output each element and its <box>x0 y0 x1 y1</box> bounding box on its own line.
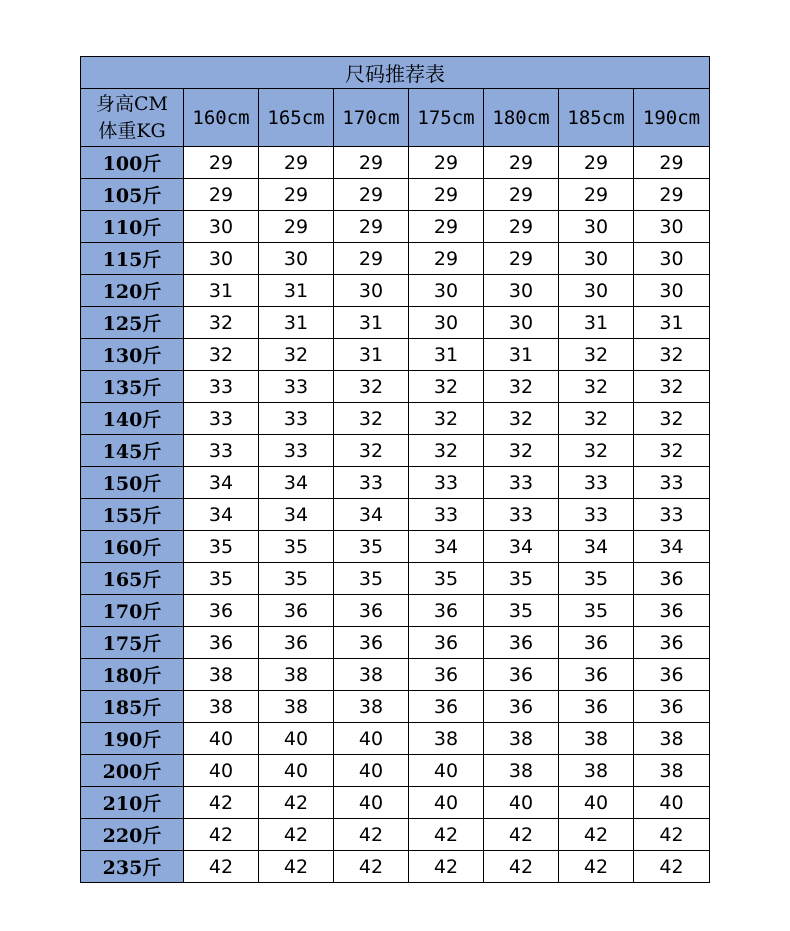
corner-header <box>81 89 184 147</box>
size-value-cell: 31 <box>559 307 634 339</box>
table-row <box>81 563 710 595</box>
table-row <box>81 595 710 627</box>
size-value-cell: 34 <box>184 499 259 531</box>
size-value-cell: 29 <box>334 243 409 275</box>
size-value-cell: 35 <box>184 531 259 563</box>
size-value-cell: 38 <box>334 659 409 691</box>
size-value-cell: 31 <box>259 307 334 339</box>
size-value-cell: 35 <box>559 563 634 595</box>
size-value-cell: 42 <box>259 787 334 819</box>
table-row <box>81 723 710 755</box>
size-value-cell: 40 <box>334 723 409 755</box>
size-value-cell: 38 <box>484 755 559 787</box>
table-row <box>81 691 710 723</box>
size-value-cell: 35 <box>559 595 634 627</box>
weight-label-cell: 130斤 <box>81 339 184 371</box>
size-value-cell: 32 <box>484 403 559 435</box>
size-value-cell: 29 <box>409 179 484 211</box>
size-value-cell: 36 <box>484 627 559 659</box>
size-value-cell: 33 <box>634 467 710 499</box>
size-value-cell: 42 <box>259 819 334 851</box>
size-value-cell: 38 <box>634 755 710 787</box>
table-row <box>81 851 710 883</box>
weight-label-cell: 180斤 <box>81 659 184 691</box>
weight-label-cell: 155斤 <box>81 499 184 531</box>
size-value-cell: 34 <box>184 467 259 499</box>
size-value-cell: 34 <box>259 467 334 499</box>
size-value-cell: 31 <box>334 307 409 339</box>
size-value-cell: 35 <box>184 563 259 595</box>
size-value-cell: 32 <box>559 435 634 467</box>
table-row <box>81 211 710 243</box>
corner-height-label: 身高CM <box>96 92 168 115</box>
weight-label-cell: 150斤 <box>81 467 184 499</box>
size-value-cell: 34 <box>559 531 634 563</box>
size-value-cell: 42 <box>484 819 559 851</box>
size-value-cell: 33 <box>409 499 484 531</box>
size-value-cell: 42 <box>184 851 259 883</box>
size-value-cell: 30 <box>484 307 559 339</box>
size-value-cell: 42 <box>484 851 559 883</box>
title-row <box>81 57 710 89</box>
weight-label-cell: 185斤 <box>81 691 184 723</box>
weight-label-cell: 140斤 <box>81 403 184 435</box>
size-value-cell: 35 <box>484 563 559 595</box>
size-value-cell: 30 <box>184 243 259 275</box>
size-value-cell: 38 <box>409 723 484 755</box>
size-value-cell: 33 <box>559 499 634 531</box>
size-value-cell: 30 <box>634 275 710 307</box>
weight-label-cell: 145斤 <box>81 435 184 467</box>
size-value-cell: 35 <box>259 563 334 595</box>
size-value-cell: 31 <box>484 339 559 371</box>
table-row <box>81 403 710 435</box>
size-value-cell: 36 <box>409 595 484 627</box>
size-value-cell: 42 <box>559 851 634 883</box>
size-value-cell: 40 <box>409 787 484 819</box>
table-row <box>81 371 710 403</box>
size-value-cell: 34 <box>334 499 409 531</box>
size-value-cell: 42 <box>634 819 710 851</box>
weight-label-cell: 110斤 <box>81 211 184 243</box>
size-value-cell: 42 <box>634 851 710 883</box>
size-value-cell: 36 <box>334 595 409 627</box>
size-value-cell: 36 <box>634 595 710 627</box>
table-row <box>81 467 710 499</box>
size-value-cell: 29 <box>484 179 559 211</box>
size-value-cell: 33 <box>634 499 710 531</box>
size-value-cell: 29 <box>484 211 559 243</box>
size-table-body <box>81 147 710 883</box>
table-row <box>81 147 710 179</box>
size-value-cell: 29 <box>634 147 710 179</box>
table-row <box>81 659 710 691</box>
size-value-cell: 40 <box>559 787 634 819</box>
size-value-cell: 30 <box>559 243 634 275</box>
size-value-cell: 38 <box>334 691 409 723</box>
size-value-cell: 40 <box>409 755 484 787</box>
size-value-cell: 29 <box>259 147 334 179</box>
weight-label-cell: 120斤 <box>81 275 184 307</box>
size-value-cell: 40 <box>259 723 334 755</box>
weight-label-cell: 165斤 <box>81 563 184 595</box>
size-value-cell: 36 <box>409 659 484 691</box>
size-value-cell: 40 <box>334 787 409 819</box>
size-value-cell: 30 <box>559 211 634 243</box>
size-value-cell: 40 <box>259 755 334 787</box>
size-value-cell: 29 <box>559 147 634 179</box>
size-value-cell: 36 <box>634 659 710 691</box>
size-value-cell: 36 <box>634 627 710 659</box>
size-value-cell: 29 <box>259 211 334 243</box>
size-value-cell: 29 <box>184 179 259 211</box>
size-value-cell: 31 <box>184 275 259 307</box>
table-row <box>81 179 710 211</box>
size-value-cell: 33 <box>334 467 409 499</box>
size-value-cell: 29 <box>409 243 484 275</box>
size-value-cell: 38 <box>484 723 559 755</box>
size-value-cell: 33 <box>484 467 559 499</box>
height-column-header: 165cm <box>259 89 334 147</box>
size-value-cell: 42 <box>184 819 259 851</box>
height-column-header: 185cm <box>559 89 634 147</box>
size-value-cell: 30 <box>409 275 484 307</box>
size-value-cell: 33 <box>484 499 559 531</box>
size-value-cell: 42 <box>334 819 409 851</box>
weight-label-cell: 190斤 <box>81 723 184 755</box>
height-column-header: 170cm <box>334 89 409 147</box>
size-value-cell: 29 <box>634 179 710 211</box>
size-value-cell: 42 <box>409 851 484 883</box>
weight-label-cell: 200斤 <box>81 755 184 787</box>
size-value-cell: 38 <box>259 659 334 691</box>
weight-label-cell: 125斤 <box>81 307 184 339</box>
table-row <box>81 627 710 659</box>
height-column-header: 160cm <box>184 89 259 147</box>
size-value-cell: 31 <box>634 307 710 339</box>
size-value-cell: 32 <box>634 339 710 371</box>
size-value-cell: 40 <box>484 787 559 819</box>
size-value-cell: 36 <box>259 627 334 659</box>
size-value-cell: 31 <box>259 275 334 307</box>
size-value-cell: 40 <box>334 755 409 787</box>
size-value-cell: 30 <box>559 275 634 307</box>
height-column-header: 180cm <box>484 89 559 147</box>
size-value-cell: 29 <box>334 211 409 243</box>
size-value-cell: 35 <box>259 531 334 563</box>
table-row <box>81 243 710 275</box>
table-title: 尺码推荐表 <box>81 57 710 89</box>
size-value-cell: 31 <box>409 339 484 371</box>
height-column-header: 175cm <box>409 89 484 147</box>
size-value-cell: 29 <box>184 147 259 179</box>
table-row <box>81 531 710 563</box>
size-value-cell: 36 <box>184 627 259 659</box>
size-value-cell: 29 <box>259 179 334 211</box>
size-value-cell: 32 <box>409 403 484 435</box>
size-value-cell: 29 <box>559 179 634 211</box>
size-value-cell: 29 <box>484 243 559 275</box>
size-value-cell: 30 <box>334 275 409 307</box>
weight-label-cell: 160斤 <box>81 531 184 563</box>
table-row <box>81 339 710 371</box>
size-value-cell: 36 <box>559 659 634 691</box>
size-value-cell: 30 <box>484 275 559 307</box>
size-value-cell: 38 <box>184 659 259 691</box>
size-value-cell: 36 <box>634 691 710 723</box>
table-row <box>81 787 710 819</box>
size-value-cell: 30 <box>409 307 484 339</box>
size-value-cell: 32 <box>409 435 484 467</box>
size-value-cell: 32 <box>184 339 259 371</box>
size-value-cell: 32 <box>559 371 634 403</box>
size-value-cell: 32 <box>559 403 634 435</box>
size-value-cell: 40 <box>634 787 710 819</box>
table-row <box>81 499 710 531</box>
size-value-cell: 33 <box>409 467 484 499</box>
size-value-cell: 38 <box>559 755 634 787</box>
size-value-cell: 34 <box>484 531 559 563</box>
table-row <box>81 307 710 339</box>
size-value-cell: 32 <box>334 403 409 435</box>
size-value-cell: 30 <box>259 243 334 275</box>
weight-label-cell: 175斤 <box>81 627 184 659</box>
size-value-cell: 36 <box>334 627 409 659</box>
size-value-cell: 38 <box>559 723 634 755</box>
size-value-cell: 35 <box>409 563 484 595</box>
size-value-cell: 33 <box>259 371 334 403</box>
size-value-cell: 33 <box>559 467 634 499</box>
size-value-cell: 42 <box>259 851 334 883</box>
table-row <box>81 275 710 307</box>
table-row <box>81 819 710 851</box>
weight-label-cell: 235斤 <box>81 851 184 883</box>
size-value-cell: 32 <box>409 371 484 403</box>
size-value-cell: 35 <box>484 595 559 627</box>
size-value-cell: 36 <box>634 563 710 595</box>
size-value-cell: 38 <box>184 691 259 723</box>
size-value-cell: 38 <box>259 691 334 723</box>
size-value-cell: 29 <box>484 147 559 179</box>
weight-label-cell: 220斤 <box>81 819 184 851</box>
size-value-cell: 32 <box>484 435 559 467</box>
height-header-row <box>81 89 710 147</box>
corner-weight-label: 体重KG <box>98 119 166 142</box>
size-value-cell: 32 <box>334 435 409 467</box>
size-value-cell: 29 <box>334 147 409 179</box>
size-value-cell: 34 <box>409 531 484 563</box>
size-value-cell: 32 <box>184 307 259 339</box>
weight-label-cell: 115斤 <box>81 243 184 275</box>
weight-label-cell: 100斤 <box>81 147 184 179</box>
table-row <box>81 755 710 787</box>
size-value-cell: 32 <box>259 339 334 371</box>
size-value-cell: 34 <box>634 531 710 563</box>
height-column-header: 190cm <box>634 89 710 147</box>
size-value-cell: 34 <box>259 499 334 531</box>
size-value-cell: 33 <box>259 403 334 435</box>
size-value-cell: 33 <box>259 435 334 467</box>
size-value-cell: 29 <box>409 211 484 243</box>
size-value-cell: 36 <box>259 595 334 627</box>
table-row <box>81 435 710 467</box>
size-value-cell: 29 <box>334 179 409 211</box>
size-value-cell: 40 <box>184 755 259 787</box>
size-value-cell: 35 <box>334 531 409 563</box>
size-value-cell: 30 <box>634 243 710 275</box>
size-value-cell: 36 <box>409 691 484 723</box>
size-value-cell: 32 <box>334 371 409 403</box>
weight-label-cell: 170斤 <box>81 595 184 627</box>
weight-label-cell: 135斤 <box>81 371 184 403</box>
size-value-cell: 33 <box>184 371 259 403</box>
size-value-cell: 36 <box>409 627 484 659</box>
size-value-cell: 42 <box>409 819 484 851</box>
size-value-cell: 29 <box>409 147 484 179</box>
size-value-cell: 32 <box>484 371 559 403</box>
size-value-cell: 30 <box>634 211 710 243</box>
size-value-cell: 32 <box>634 403 710 435</box>
weight-label-cell: 105斤 <box>81 179 184 211</box>
size-value-cell: 36 <box>484 659 559 691</box>
size-value-cell: 30 <box>184 211 259 243</box>
size-value-cell: 36 <box>184 595 259 627</box>
weight-label-cell: 210斤 <box>81 787 184 819</box>
size-value-cell: 33 <box>184 403 259 435</box>
size-value-cell: 35 <box>334 563 409 595</box>
size-value-cell: 36 <box>559 627 634 659</box>
size-value-cell: 42 <box>334 851 409 883</box>
size-value-cell: 32 <box>559 339 634 371</box>
size-chart-table <box>80 56 710 883</box>
size-value-cell: 32 <box>634 435 710 467</box>
size-value-cell: 33 <box>184 435 259 467</box>
size-value-cell: 36 <box>484 691 559 723</box>
size-value-cell: 42 <box>184 787 259 819</box>
size-value-cell: 31 <box>334 339 409 371</box>
size-value-cell: 36 <box>559 691 634 723</box>
size-value-cell: 40 <box>184 723 259 755</box>
size-value-cell: 42 <box>559 819 634 851</box>
size-value-cell: 38 <box>634 723 710 755</box>
size-value-cell: 32 <box>634 371 710 403</box>
